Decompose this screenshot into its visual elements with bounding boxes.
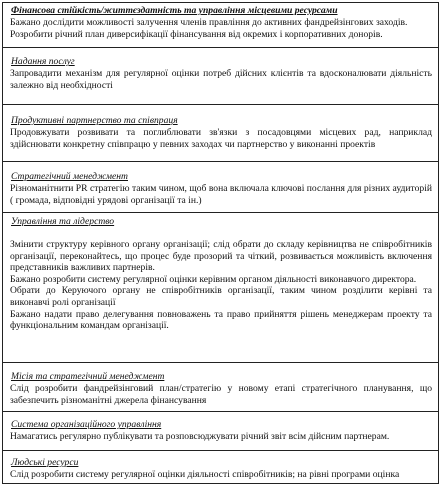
section-mission [10, 371, 432, 406]
section-org-management [10, 419, 432, 443]
section-text: Бажано надати право делегування повноважень та право прийняття рішень менеджерам проекту та функціональним командам організації. [10, 308, 432, 332]
section-heading: Система організаційного управління [11, 419, 162, 430]
row-divider [3, 47, 438, 48]
section-financial-sustainability [10, 5, 432, 40]
row-divider [3, 450, 438, 451]
section-human-resources [10, 457, 432, 481]
section-text: Розробити річний план диверсифікації фінансування від окремих і корпоративних донорів. [10, 28, 383, 40]
section-heading: Надання послуг [11, 56, 75, 67]
section-text: Слід розробити систему регулярної оцінки діяльності співробітників; на рівні програми оцінка [10, 469, 400, 480]
recommendations-table [2, 2, 439, 484]
section-text: Бажано розробити систему регулярної оцінки керівним органом діяльності виконавчого директора. [10, 273, 417, 285]
section-text: Різноманітнити PR стратегію таким чином, щоб вона включала ключові послання для різних аудиторій ( громада, відповідні урядові організації та ін.) [10, 183, 432, 206]
section-heading: Людські ресурси [11, 457, 79, 468]
section-heading: Фінансова стійкість/життєздатність та управління місцевими ресурсами [11, 5, 338, 16]
section-heading: Продуктивні партнерство та співпраця [11, 115, 178, 126]
section-text: Продовжувати розвивати та поглиблювати зв'язки з посадовцями місцевих рад, наприклад здійснювати конкретну співпрацю у певних заходах чи партнерство у виконанні проектів [10, 127, 432, 150]
section-service-provision [10, 56, 432, 91]
section-heading: Стратегічний менеджмент [11, 171, 128, 182]
row-divider [3, 362, 438, 363]
row-divider [3, 161, 438, 162]
section-text: Бажано дослідити можливості залучення членів правління до активних фандрейзінгових заходів. [10, 17, 408, 28]
row-divider [3, 411, 438, 412]
section-heading: Управління та лідерство [11, 216, 115, 227]
section-text: Слід розробити фандрейзінговий план/стратегію у новому етапі стратегічного планування, що забезпечить різноманітні джерела фінансування [10, 383, 432, 406]
section-text: Намагатись регулярно публікувати та розповсюджувати річний звіт всім дійсним партнерам. [10, 431, 390, 442]
section-heading: Місія та стратегічний менеджмент [11, 371, 165, 382]
section-text: Обрати до Керуючого органу не співробітників організації, таким чином розділити керівні та виконавчі ролі організації [10, 285, 432, 308]
section-text: Змінити структуру керівного органу організації; слід обрати до складу керівництва не співробітників організації, переконайтесь, що процес буде прозорий та чіткий, розвивається можливість включення представників важливих партнерів. [10, 239, 432, 274]
section-governance-leadership [10, 216, 432, 332]
row-divider [3, 104, 438, 105]
row-divider [3, 212, 438, 213]
section-text: Запровадити механізм для регулярної оцінки потреб дійсних клієнтів та вдосконалювати діяльність залежно від необхідності [10, 68, 432, 91]
section-partnership [10, 115, 432, 150]
section-strategic-management [10, 171, 432, 206]
